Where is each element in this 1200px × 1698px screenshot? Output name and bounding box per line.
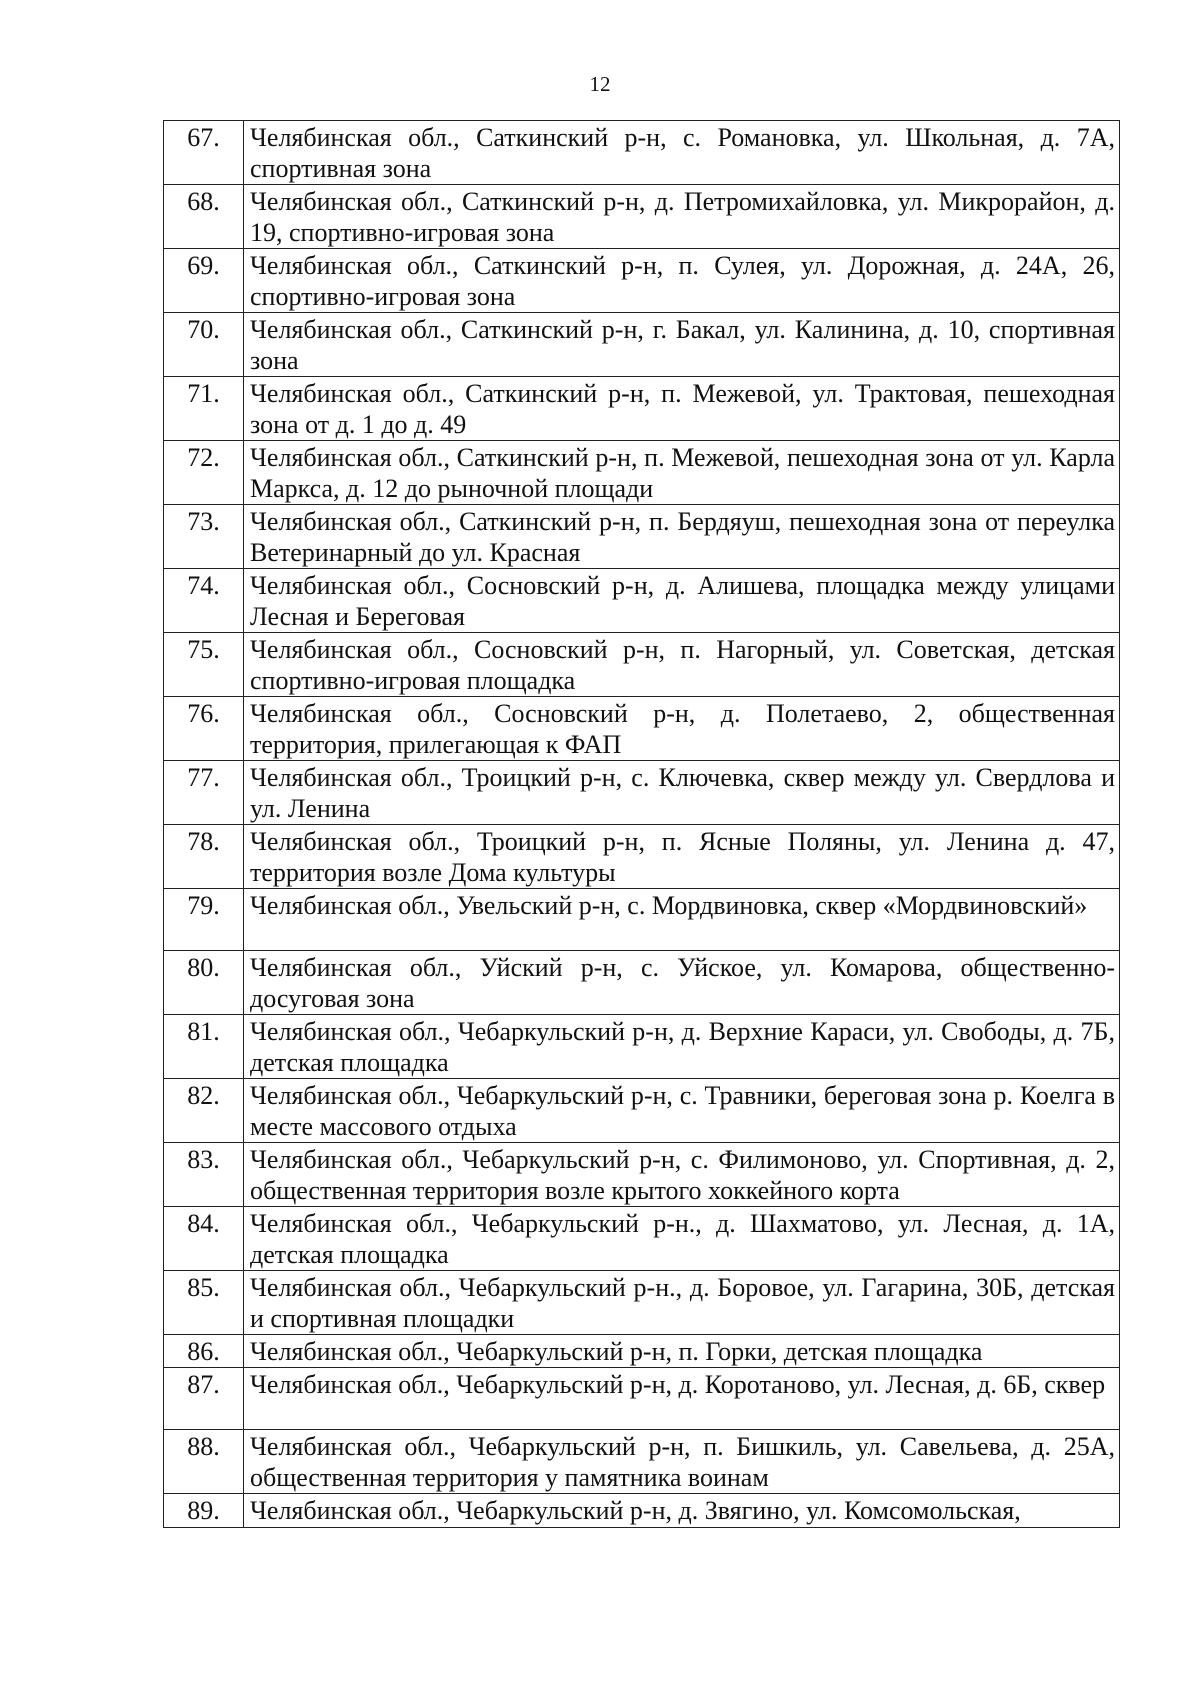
row-address: Челябинская обл., Саткинский р-н, п. Межевой, пешеходная зона от ул. Карла Маркса, д. 12 до рыночной площади [244,441,1120,505]
row-number: 80. [164,951,244,1015]
row-address: Челябинская обл., Уйский р-н, с. Уйское, ул. Комарова, общественно-досуговая зона [244,951,1120,1015]
row-number: 82. [164,1079,244,1143]
row-number: 76. [164,697,244,761]
row-number: 73. [164,505,244,569]
row-address: Челябинская обл., Чебаркульский р-н, с. Филимоново, ул. Спортивная, д. 2, общественная территория возле крытого хоккейного корта [244,1143,1120,1207]
table-row [164,1271,1120,1335]
row-address: Челябинская обл., Саткинский р-н, п. Бердяуш, пешеходная зона от переулка Ветеринарный до ул. Красная [244,505,1120,569]
table-row [164,825,1120,889]
table-row [164,441,1120,505]
row-address: Челябинская обл., Чебаркульский р-н, с. Травники, береговая зона р. Коелга в месте массового отдыха [244,1079,1120,1143]
row-number: 74. [164,569,244,633]
row-number: 86. [164,1335,244,1368]
row-address: Челябинская обл., Сосновский р-н, п. Нагорный, ул. Советская, детская спортивно-игровая площадка [244,633,1120,697]
places-table [163,120,1120,1528]
row-address: Челябинская обл., Троицкий р-н, с. Ключевка, сквер между ул. Свердлова и ул. Ленина [244,761,1120,825]
row-number: 81. [164,1015,244,1079]
table-row [164,121,1120,185]
row-number: 89. [164,1494,244,1528]
table-row [164,1430,1120,1494]
row-address: Челябинская обл., Чебаркульский р-н, п. Бишкиль, ул. Савельева, д. 25А, общественная территория у памятника воинам [244,1430,1120,1494]
table-row [164,377,1120,441]
table-row [164,951,1120,1015]
row-address: Челябинская обл., Чебаркульский р-н, д. Звягино, ул. Комсомольская, [244,1494,1120,1528]
row-number: 79. [164,889,244,951]
row-address: Челябинская обл., Чебаркульский р-н, п. Горки, детская площадка [244,1335,1120,1368]
table-row [164,697,1120,761]
row-number: 69. [164,249,244,313]
row-address: Челябинская обл., Чебаркульский р-н, д. Верхние Караси, ул. Свободы, д. 7Б, детская площадка [244,1015,1120,1079]
row-number: 77. [164,761,244,825]
table-row [164,1335,1120,1368]
table-row [164,633,1120,697]
row-number: 70. [164,313,244,377]
row-address: Челябинская обл., Саткинский р-н, п. Сулея, ул. Дорожная, д. 24А, 26, спортивно-игровая зона [244,249,1120,313]
row-number: 68. [164,185,244,249]
row-address: Челябинская обл., Саткинский р-н, п. Межевой, ул. Трактовая, пешеходная зона от д. 1 до д. 49 [244,377,1120,441]
table-row [164,1207,1120,1271]
row-address: Челябинская обл., Чебаркульский р-н., д. Шахматово, ул. Лесная, д. 1А, детская площадка [244,1207,1120,1271]
row-number: 83. [164,1143,244,1207]
row-address: Челябинская обл., Сосновский р-н, д. Полетаево, 2, общественная территория, прилегающая к ФАП [244,697,1120,761]
row-number: 67. [164,121,244,185]
table-row [164,249,1120,313]
table-row [164,761,1120,825]
row-address: Челябинская обл., Саткинский р-н, с. Романовка, ул. Школьная, д. 7А, спортивная зона [244,121,1120,185]
row-number: 75. [164,633,244,697]
row-number: 87. [164,1368,244,1430]
row-number: 78. [164,825,244,889]
table-row [164,505,1120,569]
table-row [164,1494,1120,1528]
row-number: 88. [164,1430,244,1494]
table-row [164,185,1120,249]
row-address: Челябинская обл., Саткинский р-н, г. Бакал, ул. Калинина, д. 10, спортивная зона [244,313,1120,377]
row-number: 71. [164,377,244,441]
places-table-body [164,121,1120,1528]
row-address: Челябинская обл., Увельский р-н, с. Мордвиновка, сквер «Мордвиновский» [244,889,1120,951]
row-number: 84. [164,1207,244,1271]
table-row [164,1368,1120,1430]
page-number: 12 [589,72,611,96]
table-row [164,1079,1120,1143]
row-address: Челябинская обл., Чебаркульский р-н, д. Коротаново, ул. Лесная, д. 6Б, сквер [244,1368,1120,1430]
table-row [164,569,1120,633]
table-row [164,1015,1120,1079]
row-number: 72. [164,441,244,505]
row-address: Челябинская обл., Саткинский р-н, д. Петромихайловка, ул. Микрорайон, д. 19, спортивно-игровая зона [244,185,1120,249]
table-row [164,313,1120,377]
table-row [164,889,1120,951]
row-address: Челябинская обл., Сосновский р-н, д. Алишева, площадка между улицами Лесная и Береговая [244,569,1120,633]
row-address: Челябинская обл., Троицкий р-н, п. Ясные Поляны, ул. Ленина д. 47, территория возле Дома культуры [244,825,1120,889]
table-row [164,1143,1120,1207]
row-address: Челябинская обл., Чебаркульский р-н., д. Боровое, ул. Гагарина, 30Б, детская и спортивная площадки [244,1271,1120,1335]
row-number: 85. [164,1271,244,1335]
